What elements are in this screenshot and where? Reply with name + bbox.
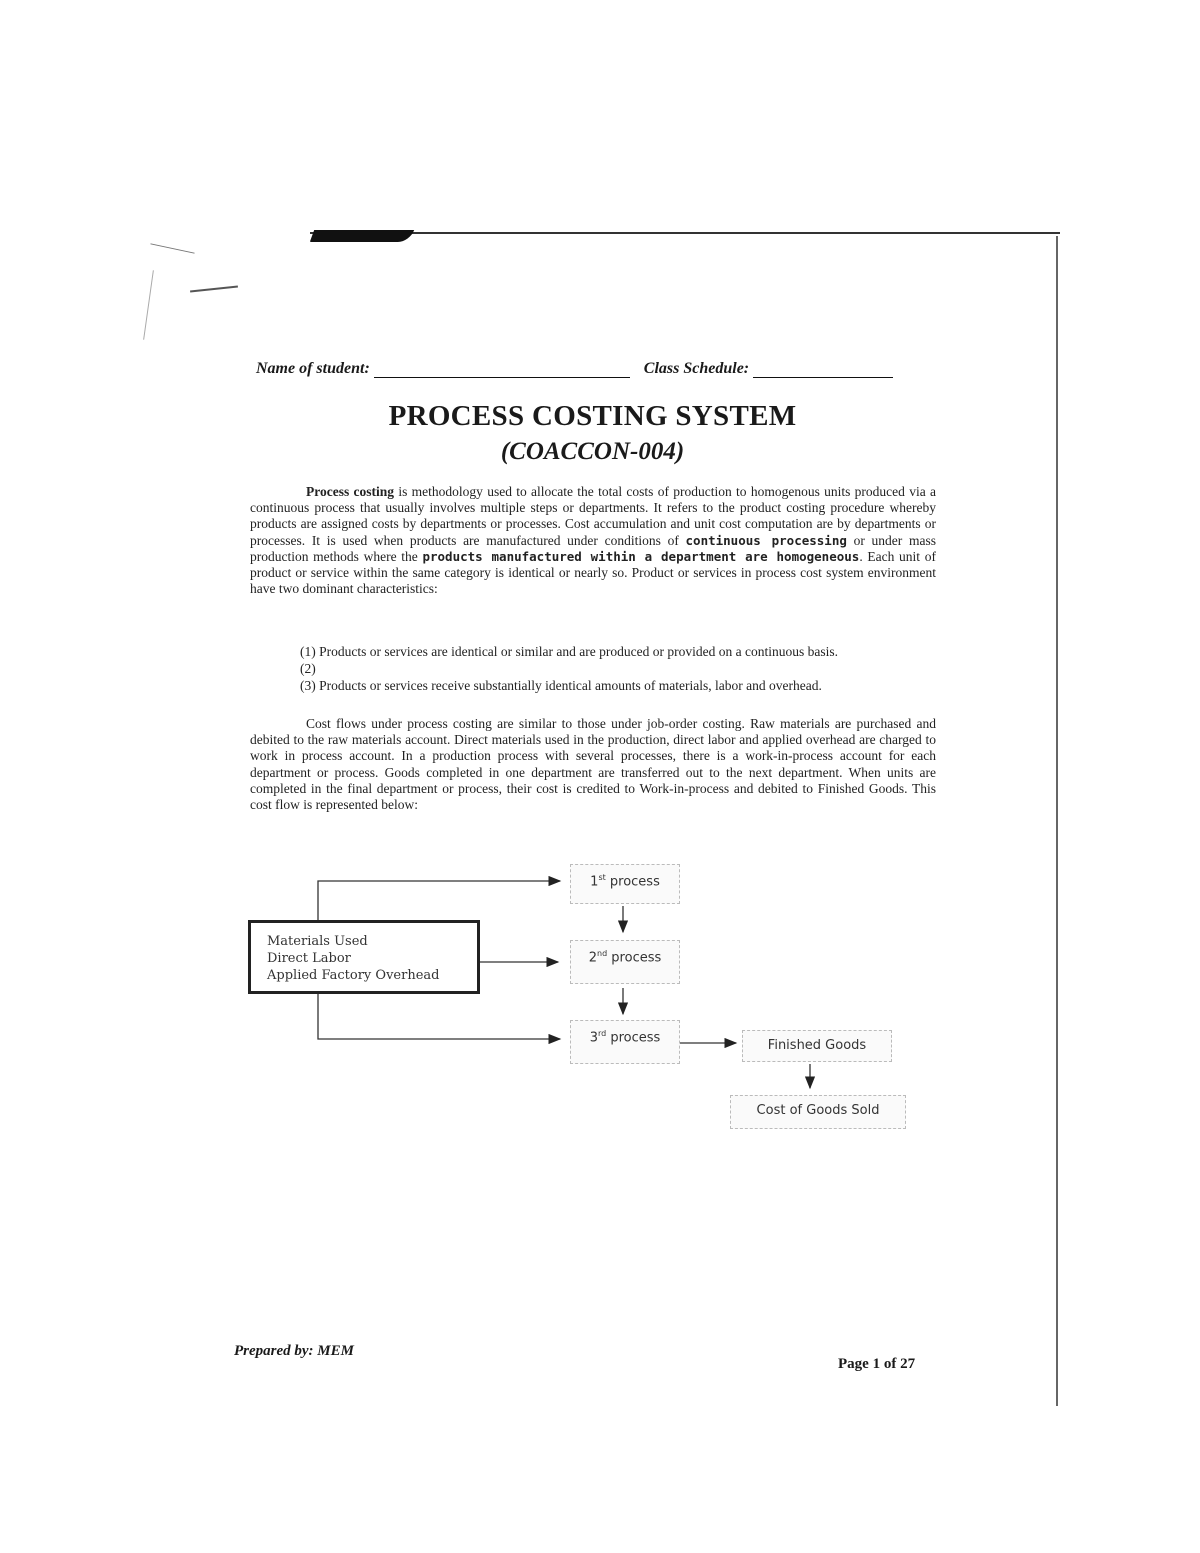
input-labor: Direct Labor — [267, 951, 351, 966]
process-3-sup: rd — [597, 1029, 607, 1038]
characteristics-list — [300, 643, 950, 694]
process-2-num: 2 — [588, 950, 598, 966]
input-materials: Materials Used — [267, 934, 368, 949]
cost-inputs-box — [248, 920, 480, 994]
process-1-box — [570, 864, 680, 904]
scan-mark — [150, 243, 194, 253]
schedule-field-line[interactable] — [753, 363, 893, 378]
process-1-label: process — [605, 874, 660, 890]
scan-smudge — [310, 230, 414, 242]
scan-mark — [190, 285, 238, 292]
scan-mark — [143, 270, 154, 339]
name-label: Name of student: — [256, 360, 370, 377]
intro-text-1: is methodology used to allocate the total costs of production to homogenous units produced via a continuous process that usually involves multiple steps or departments. It refers to the product costing procedure whereby products are assigned costs by departments or processes. Cost accumulation and unit cost computation are by departments or processes. It is used when products are manufactured under conditions of — [250, 484, 936, 548]
process-1-num: 1 — [590, 874, 599, 890]
finished-goods-box: Finished Goods — [742, 1030, 892, 1062]
name-field-line[interactable] — [374, 363, 630, 378]
page-number: Page 1 of 27 — [838, 1356, 916, 1372]
term-continuous-processing: continuous processing — [685, 532, 847, 548]
list-item: (3) Products or services receive substantially identical amounts of materials, labor and overhead. — [300, 678, 822, 693]
cost-flow-paragraph: Cost flows under process costing are similar to those under job-order costing. Raw materials are purchased and debited to the raw materials account. Direct materials used in the production, direct labor and applied overhead are charged to work in process account. In a production process with several processes, there is a work-in-process account for each department or process. Goods completed in one department are transferred out to the next department. When units are completed in the final department or process, their cost is credited to Work-in-process and debited to Finished Goods. This cost flow is represented below: — [250, 716, 936, 813]
intro-text-3: . Each unit of product or service within the same category is identical or nearly so. Product or services in process cost system environment have two dominant characteristics: — [250, 548, 936, 597]
intro-paragraph — [250, 484, 936, 597]
prepared-by: Prepared by: MEM — [234, 1343, 354, 1359]
list-item: (2) — [300, 661, 316, 676]
process-3-box — [570, 1020, 680, 1064]
intro-text-2: or under mass production methods where the — [250, 532, 936, 564]
term-homogeneous: products manufactured within a department are homogeneous — [422, 548, 860, 564]
arrow-to-1st-process — [318, 881, 560, 920]
process-2-sup: nd — [597, 949, 608, 958]
arrow-to-3rd-process — [318, 994, 560, 1039]
page-title: PROCESS COSTING SYSTEM — [388, 400, 797, 432]
process-2-label: process — [607, 950, 662, 966]
page-subtitle: (COACCON-004) — [500, 438, 685, 465]
process-1-sup: st — [598, 873, 606, 882]
schedule-label: Class Schedule: — [643, 360, 750, 377]
process-3-num: 3 — [589, 1030, 598, 1046]
process-3-label: process — [606, 1030, 661, 1046]
list-item: (1) Products or services are identical or similar and are produced or provided on a continuous basis. — [300, 644, 838, 659]
input-overhead: Applied Factory Overhead — [267, 968, 440, 983]
scan-edge-top — [310, 232, 1060, 234]
cogs-box: Cost of Goods Sold — [730, 1095, 906, 1129]
process-2-box — [570, 940, 680, 984]
term-process-costing: Process costing — [306, 484, 395, 499]
student-header — [256, 360, 916, 378]
